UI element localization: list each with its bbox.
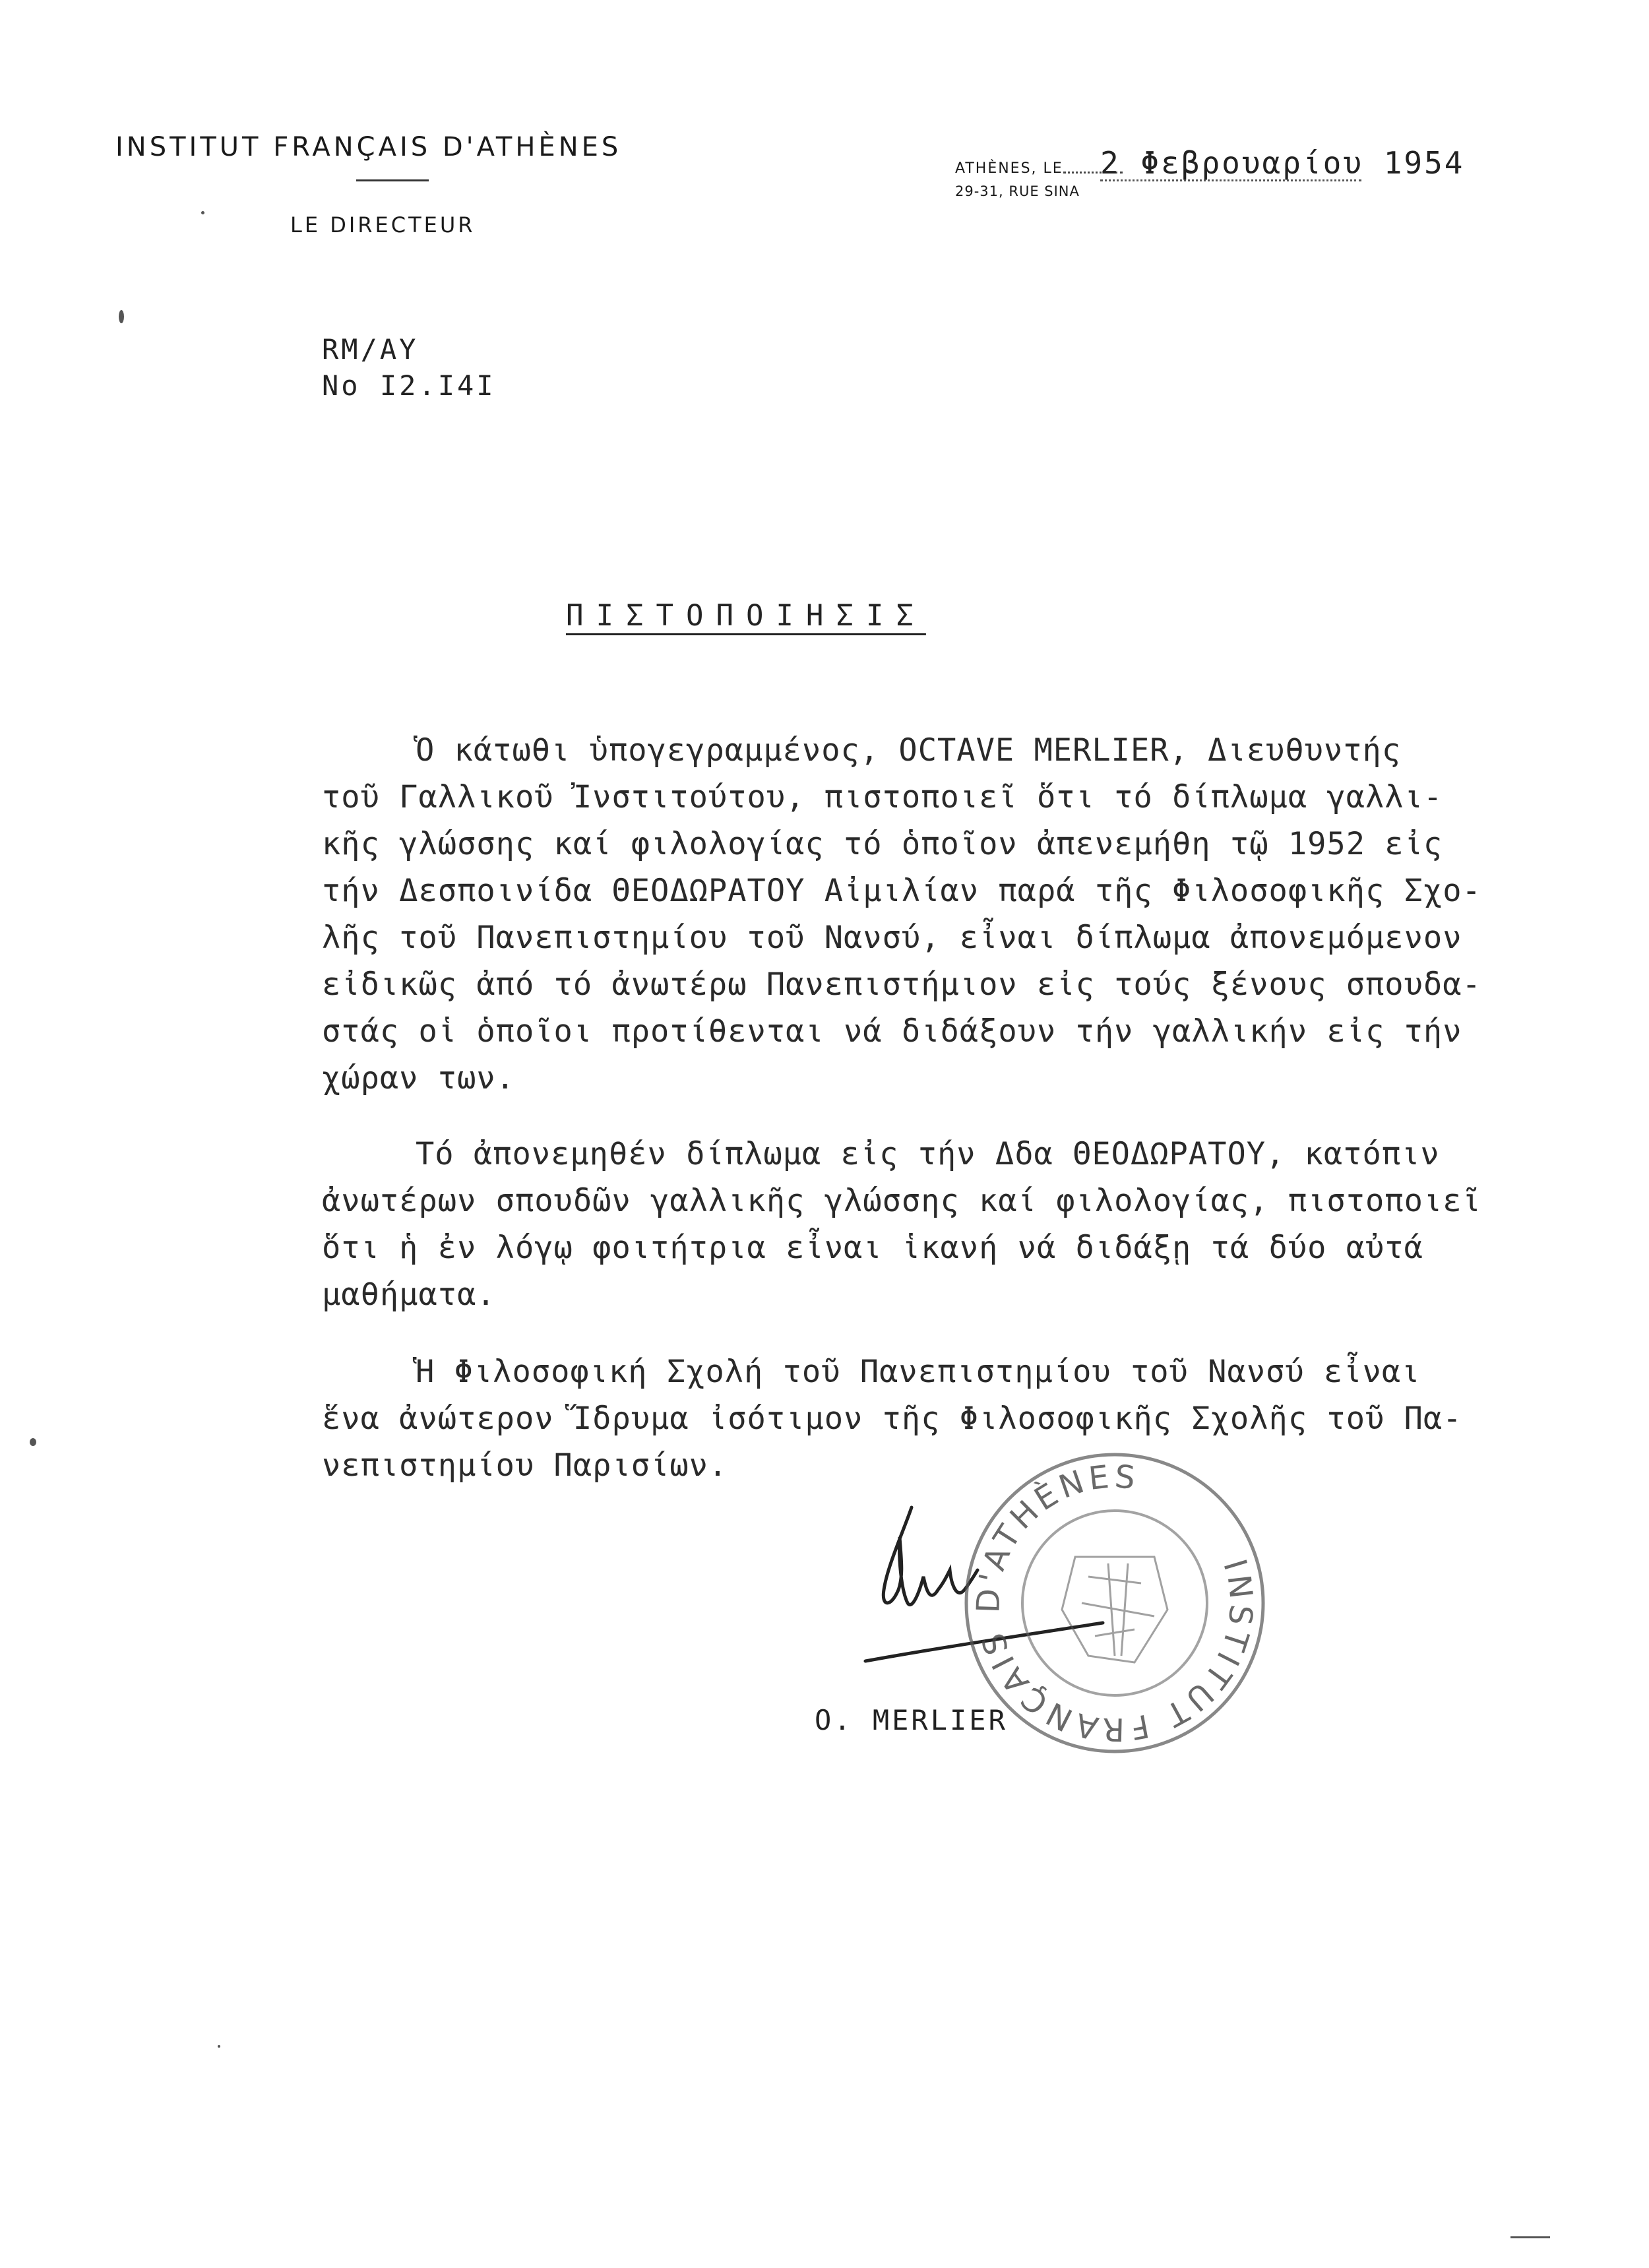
body-line: στάς οἱ ὁποῖοι προτίθενται νά διδάξουν τήν γαλλικήν εἰς τήν [322,1013,1462,1050]
body-line: εἰδικῶς ἀπό τό ἀνωτέρω Πανεπιστήμιον εἰς τούς ξένους σπουδα- [322,966,1481,1003]
address: 29-31, RUE SINA [955,183,1080,199]
body-line: μαθήματα. [322,1276,496,1313]
place-label: ATHÈNES, LE [955,160,1063,177]
reference-initials: RM/AY [322,333,419,365]
reference-number: No I2.I4I [322,369,496,402]
letter-date: 2 Φεβρουαρίου 1954 [1100,145,1465,181]
body-line: Ἡ Φιλοσοφική Σχολή τοῦ Πανεπιστημίου τοῦ Νανσύ εἶναι [416,1354,1421,1390]
stamp-text: INSTITUT FRANÇAIS D'ATHÈNES [970,1458,1260,1748]
body-line: τήν Δεσποινίδα ΘΕΟΔΩΡΑΤΟΥ Αἰμιλίαν παρά τῆς Φιλοσοφικῆς Σχο- [322,873,1481,909]
scan-speck [119,310,124,323]
body-line: ἀνωτέρων σπουδῶν γαλλικῆς γλώσσης καί φιλολογίας, πιστοποιεῖ [322,1183,1481,1219]
body-line: χώραν των. [322,1060,515,1096]
body-line: τοῦ Γαλλικοῦ Ἰνστιτούτου, πιστοποιεῖ ὅτι τό δίπλωμα γαλλι- [322,779,1443,815]
body-line: Ὁ κάτωθι ὑπογεγραμμένος, OCTAVE MERLIER, Διευθυντής [416,732,1402,769]
scan-speck [1510,2236,1550,2238]
body-line: λῆς τοῦ Πανεπιστημίου τοῦ Νανσύ, εἶναι δίπλωμα ἀπονεμόμενον [322,920,1462,956]
scan-speck [30,1438,36,1446]
scan-speck [218,2045,220,2048]
signatory-name: O. MERLIER [815,1704,1008,1736]
letterhead-rule [356,179,429,181]
body-line: κῆς γλώσσης καί φιλολογίας τό ὁποῖον ἀπενεμήθη τῷ 1952 εἰς [322,826,1443,862]
scan-speck [201,211,204,214]
body-line: ἕνα ἀνώτερον Ἵδρυμα ἰσότιμον τῆς Φιλοσοφικῆς Σχολῆς τοῦ Πα- [322,1401,1462,1437]
director-title: LE DIRECTEUR [290,212,476,237]
body-line: νεπιστημίου Παρισίων. [322,1447,728,1484]
document-title: ΠΙΣΤΟΠΟΙΗΣΙΣ [566,599,926,633]
body-line: Τό ἀπονεμηθέν δίπλωμα εἰς τήν Δδα ΘΕΟΔΩΡΑΤΟΥ, κατόπιν [416,1136,1440,1172]
institution-name: INSTITUT FRANÇAIS D'ATHÈNES [115,132,622,162]
date-dotted-rule [1100,179,1361,181]
body-line: ὅτι ἡ ἐν λόγῳ φοιτήτρια εἶναι ἱκανή νά διδάξῃ τά δύο αὐτά [322,1230,1423,1266]
